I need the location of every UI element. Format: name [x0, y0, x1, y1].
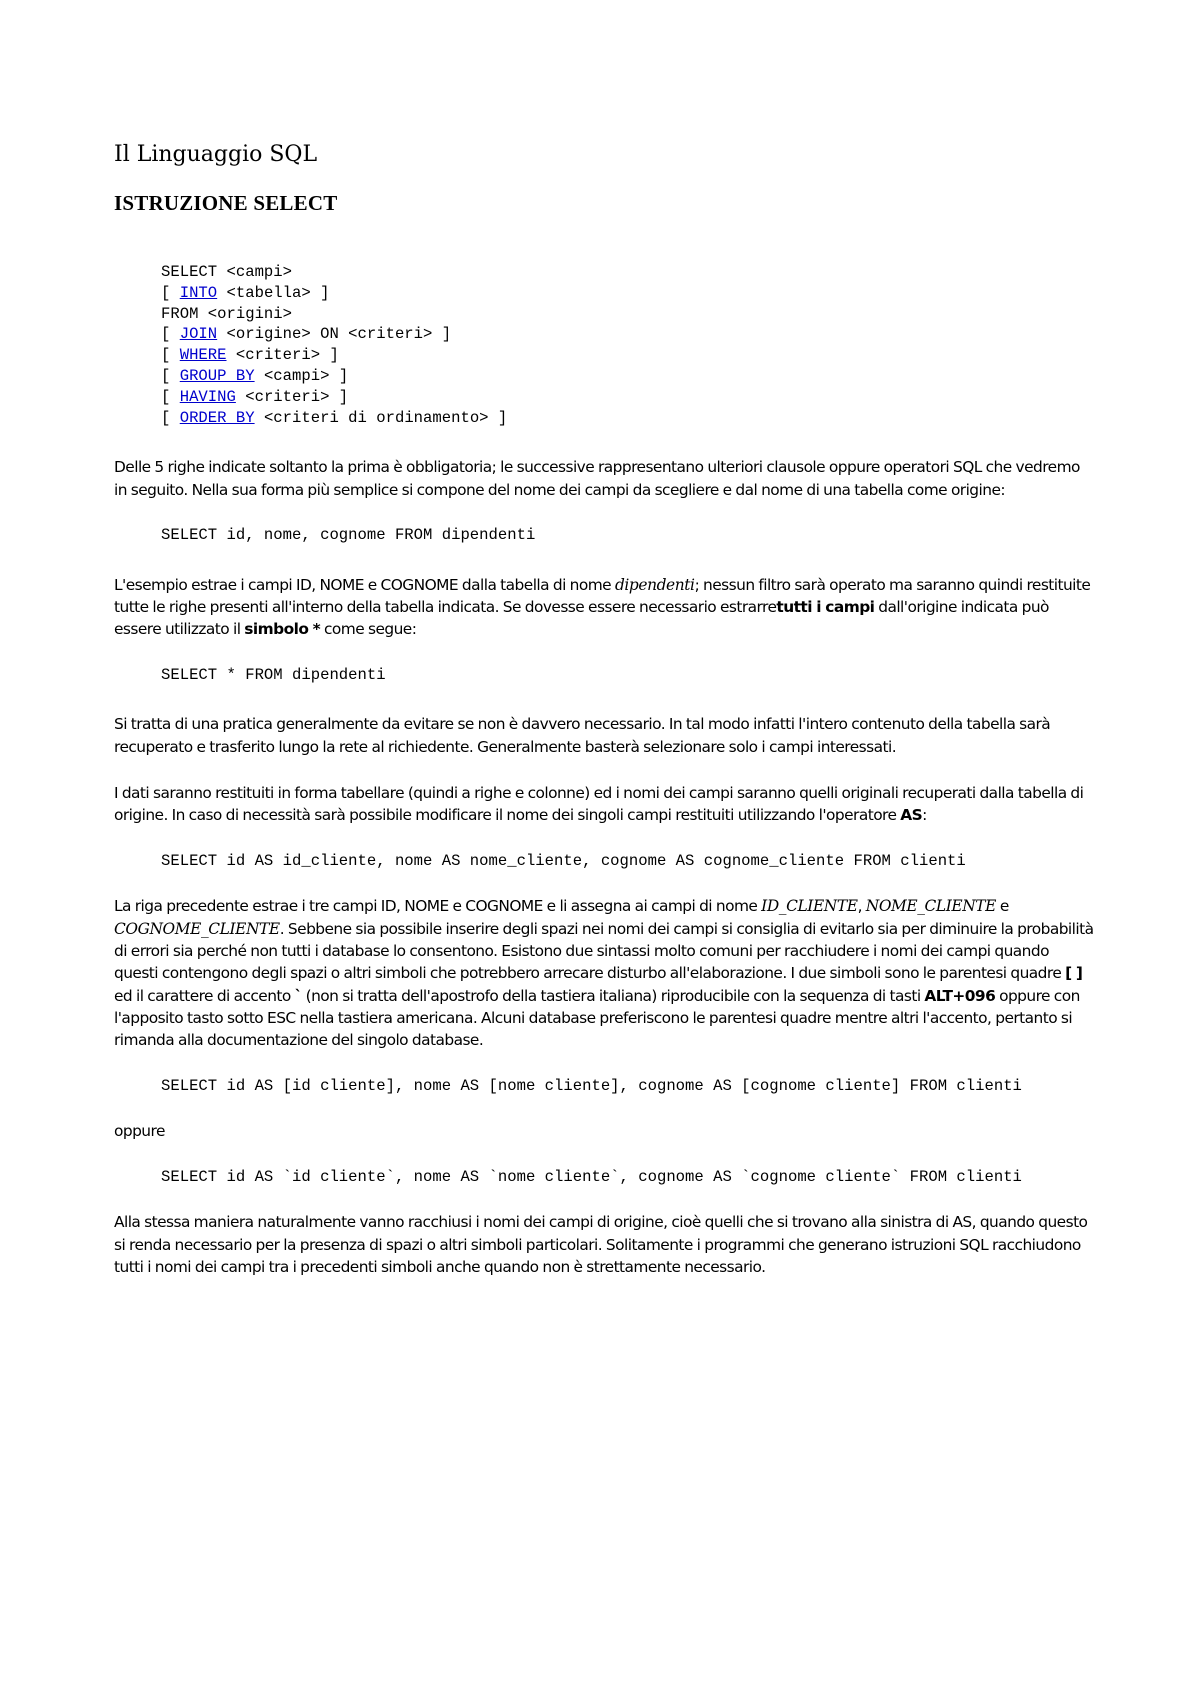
into-link[interactable]: INTO [179, 283, 218, 302]
syntax-bracket: [ [161, 387, 180, 406]
having-link[interactable]: HAVING [179, 387, 236, 406]
syntax-line-where [161, 345, 1094, 366]
syntax-text: <origine> ON <criteri> ] [217, 325, 452, 344]
syntax-bracket: [ [161, 325, 180, 344]
syntax-line-group-by [161, 366, 1094, 387]
where-link[interactable]: WHERE [179, 346, 227, 365]
syntax-line-join [161, 324, 1094, 345]
order-by-link[interactable]: ORDER BY [179, 408, 255, 427]
paragraph-oppure: oppure [114, 1122, 165, 1141]
table-name-italic: dipendenti [614, 575, 695, 594]
bold-term: simbolo * [244, 620, 321, 639]
text-run: (non si tratta dell'apostrofo della tastiera italiana) riproducibile con la sequenza di tasti [301, 986, 925, 1005]
italic-term: ID_CLIENTE [761, 897, 858, 916]
syntax-text: <campi> ] [254, 366, 349, 385]
syntax-bracket: [ [161, 346, 180, 365]
join-link[interactable]: JOIN [179, 325, 218, 344]
code-example-backticks: SELECT id AS `id cliente`, nome AS `nome cliente`, cognome AS `cognome cliente` FROM clienti [161, 1167, 1022, 1186]
select-syntax-block [161, 262, 1094, 428]
paragraph-tabular-results [114, 782, 1094, 827]
italic-term: COGNOME_CLIENTE [114, 919, 280, 938]
code-example-select-fields: SELECT id, nome, cognome FROM dipendenti [161, 525, 536, 544]
syntax-line-into [161, 283, 1094, 304]
code-example-select-star: SELECT * FROM dipendenti [161, 665, 386, 684]
text-run: , [857, 897, 866, 916]
document-title: Il Linguaggio SQL [114, 142, 318, 167]
syntax-bracket: [ [161, 283, 180, 302]
group-by-link[interactable]: GROUP BY [179, 366, 255, 385]
syntax-line-select: SELECT <campi> [161, 263, 293, 281]
text-run: dall'origine indicata può essere utilizzato il [114, 598, 1049, 639]
syntax-line-order-by [161, 408, 1094, 429]
paragraph-intro: Delle 5 righe indicate soltanto la prima è obbligatoria; le successive rappresentano ulteriori clausole oppure operatori SQL che vedremo in seguito. Nella sua forma più semplice si compone del nome dei campi da scegliere e dal nome di una tabella come origine: [114, 458, 1080, 499]
syntax-text: <criteri> ] [226, 346, 339, 365]
text-run: come segue: [320, 620, 417, 639]
syntax-line-having [161, 387, 1094, 408]
paragraph-source-fields: Alla stessa maniera naturalmente vanno racchiusi i nomi dei campi di origine, cioè quelli che si trovano alla sinistra di AS, quando questo si renda necessario per la presenza di spazi o altri simboli particolari. Solitamente i programmi che generano istruzioni SQL racchiudono tutti i nomi dei campi tra i precedenti simboli anche quando non è strettamente necessario. [114, 1213, 1088, 1276]
code-example-square-brackets: SELECT id AS [id cliente], nome AS [nome cliente], cognome AS [cognome cliente] FROM clienti [161, 1076, 1022, 1095]
syntax-text: <criteri di ordinamento> ] [254, 408, 508, 427]
bold-term: ` [294, 986, 302, 1005]
syntax-bracket: [ [161, 408, 180, 427]
bold-term: AS [900, 806, 923, 825]
bold-term: tutti i campi [776, 598, 875, 617]
italic-term: NOME_CLIENTE [865, 897, 997, 916]
section-title: ISTRUZIONE SELECT [114, 191, 338, 215]
paragraph-example-explanation [114, 574, 1094, 641]
text-run: . Sebbene sia possibile inserire degli spazi nei nomi dei campi si consiglia di evitarlo sia per diminuire la probabilità di errori sia perché non tutti i database lo consentono. Esistono due sintassi molto comuni per racchiudere i nomi dei campi quando questi contengono degli spazi o altri simboli che potrebbero arrecare disturbo all'elaborazione. I due simboli sono le parentesi quadre [114, 919, 1094, 983]
text-run: L'esempio estrae i campi ID, NOME e COGNOME dalla tabella di nome [114, 575, 615, 594]
bold-term: [ ] [1065, 964, 1083, 983]
text-run: oppure con l'apposito tasto sotto ESC nella tastiera americana. Alcuni database preferiscono le parentesi quadre mentre altri l'accento, pertanto si rimanda alla documentazione del singolo database. [114, 986, 1080, 1050]
syntax-text: <criteri> ] [235, 387, 349, 406]
syntax-text: <tabella> ] [217, 283, 330, 302]
syntax-line-from: FROM <origini> [161, 304, 293, 323]
text-run: ; nessun filtro sarà operato ma saranno quindi restituite tutte le righe presenti all'interno della tabella indicata. Se dovesse essere necessario estrarre [114, 575, 1091, 617]
paragraph-alias-explanation [114, 895, 1094, 1051]
text-run: : [922, 806, 927, 825]
text-run: ed il carattere di accento [114, 986, 295, 1005]
paragraph-practice-warning: Si tratta di una pratica generalmente da evitare se non è davvero necessario. In tal modo infatti l'intero contenuto della tabella sarà recuperato e trasferito lungo la rete al richiedente. Generalmente basterà selezionare solo i campi interessati. [114, 715, 1051, 756]
code-example-alias: SELECT id AS id_cliente, nome AS nome_cliente, cognome AS cognome_cliente FROM clienti [161, 851, 966, 870]
text-run: La riga precedente estrae i tre campi ID, NOME e COGNOME e li assegna ai campi di nome [114, 897, 762, 916]
document-page [114, 140, 1094, 1302]
text-run: I dati saranno restituiti in forma tabellare (quindi a righe e colonne) ed i nomi dei campi saranno quelli originali recuperati dalla tabella di origine. In caso di necessità sarà possibile modificare il nome dei singoli campi restituiti utilizzando l'operatore [114, 784, 1084, 825]
syntax-bracket: [ [161, 366, 180, 385]
bold-term: ALT+096 [924, 986, 996, 1005]
text-run: e [996, 897, 1009, 916]
